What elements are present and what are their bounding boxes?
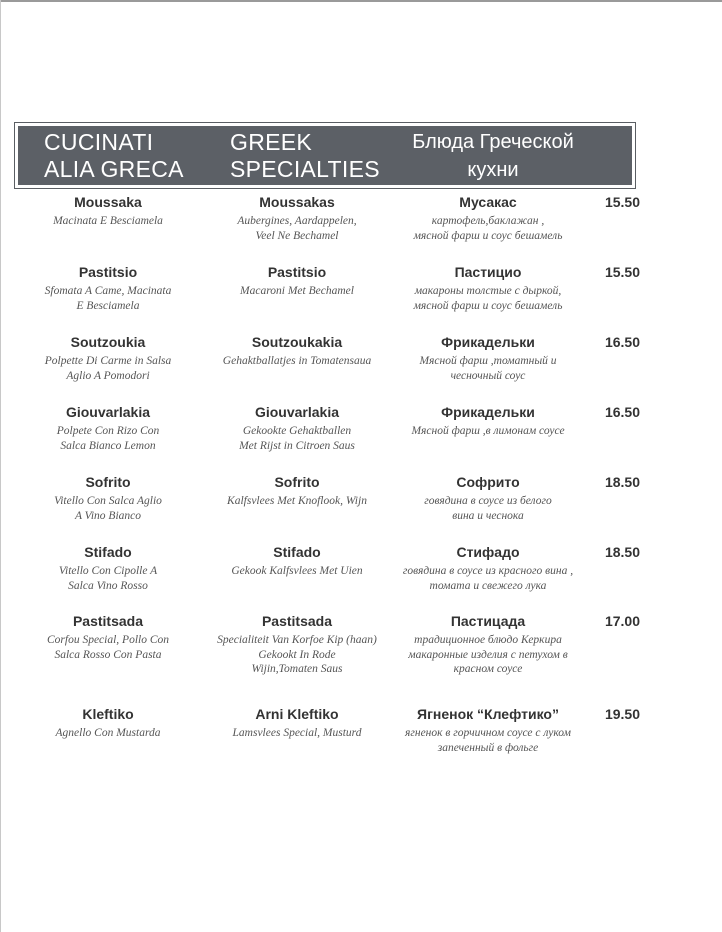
dish-description [212, 726, 382, 741]
dish-name: Moussakas [259, 194, 335, 210]
header-russian-line: кухни [467, 158, 519, 181]
dish-name: Фрикадельки [441, 334, 535, 350]
dish-description-line: Polpete Con Rizo Con [56, 425, 160, 437]
dish-italian [28, 194, 188, 229]
dish-name: Sofrito [85, 474, 131, 490]
dish-description [28, 726, 188, 741]
dish-description-line: Corfou Special, Pollo Con [46, 634, 170, 646]
dish-russian [392, 334, 584, 383]
dish-description [392, 284, 584, 313]
dish-price: 18.50 [604, 474, 640, 490]
top-border [0, 0, 722, 2]
dish-name: Kleftiko [82, 706, 134, 722]
dish-price: 19.50 [604, 706, 640, 722]
dish-description [392, 424, 584, 439]
dish-description [28, 214, 188, 229]
dish-description-line: Polpette Di Carme in Salsa [44, 355, 172, 367]
dish-price: 17.00 [604, 613, 640, 629]
dish-description-line: чесночный соус [450, 369, 526, 382]
dish-description [212, 284, 382, 299]
dish-price: 18.50 [604, 544, 640, 560]
dish-russian [392, 706, 584, 755]
dish-russian [392, 613, 584, 677]
dish-name: Arni Kleftiko [255, 706, 339, 722]
header-english-line: GREEK [230, 128, 313, 155]
dish-italian [28, 404, 188, 453]
dish-price: 15.50 [604, 194, 640, 210]
dish-description-line: Salca Bianco Lemon [60, 439, 156, 452]
menu-header [14, 122, 636, 189]
dish-description-line: томата и свежего лука [429, 579, 547, 592]
dish-description [212, 494, 382, 509]
dish-description [392, 564, 584, 593]
dish-price: 16.50 [604, 334, 640, 350]
header-russian [393, 126, 593, 185]
dish-english [212, 474, 382, 509]
dish-price: 15.50 [604, 264, 640, 280]
dish-english [212, 404, 382, 453]
dish-description-line: традиционное блюдо Керкира [414, 634, 562, 646]
header-italian-line: ALIA GRECA [44, 155, 184, 182]
dish-english [212, 544, 382, 579]
dish-description-line: Kalfsvlees Met Knoflook, Wijn [227, 495, 367, 507]
dish-description [212, 633, 382, 677]
dish-name: Stifado [273, 544, 321, 560]
dish-description-line: запеченный в фольге [437, 741, 539, 754]
dish-description-line: вина и чеснока [452, 509, 524, 522]
dish-description [392, 494, 584, 523]
header-italian [44, 126, 204, 185]
dish-description-line: A Vino Bianco [74, 509, 141, 522]
dish-description [212, 354, 382, 369]
dish-description-line: мясной фарш и соус бешамель [413, 229, 563, 242]
dish-description-line: Aubergines, Aardappelen, [237, 215, 357, 227]
dish-description-line: Wijin,Tomaten Saus [251, 663, 343, 675]
dish-description [28, 354, 188, 383]
dish-italian [28, 264, 188, 313]
dish-name: Мусакас [459, 194, 517, 210]
dish-description-line: говядина в соусе из красного вина , [402, 565, 574, 577]
dish-italian [28, 613, 188, 662]
dish-description [28, 494, 188, 523]
dish-description-line: макаронные изделия с петухом в [408, 648, 568, 661]
header-italian-line: CUCINATI [44, 128, 154, 155]
dish-description-line: Veel Ne Bechamel [255, 229, 339, 242]
dish-name: Pastitsada [261, 613, 333, 629]
dish-name: Soutzoukakia [251, 334, 343, 350]
dish-description [28, 284, 188, 313]
dish-english [212, 194, 382, 243]
dish-name: Moussaka [74, 194, 142, 210]
dish-name: Soutzoukia [70, 334, 146, 350]
dish-description-line: Gekookte Gehaktballen [242, 425, 352, 437]
header-english [230, 126, 390, 185]
dish-name: Пастицио [454, 264, 522, 280]
dish-description-line: мясной фарш и соус бешамель [413, 299, 563, 312]
dish-description-line: Gehaktballatjes in Tomatensaua [222, 355, 372, 367]
dish-description-line: Gekook Kalfsvlees Met Uien [231, 565, 363, 577]
dish-russian [392, 544, 584, 593]
dish-description [28, 424, 188, 453]
dish-description-line: говядина в соусе из белого [424, 495, 552, 507]
dish-description-line: E Besciamela [76, 299, 140, 312]
dish-description [212, 214, 382, 243]
header-english-line: SPECIALTIES [230, 155, 380, 182]
dish-english [212, 264, 382, 299]
dish-description [28, 564, 188, 593]
dish-italian [28, 334, 188, 383]
dish-description-line: Vitello Con Salca Aglio [54, 495, 162, 507]
dish-description [392, 354, 584, 383]
dish-italian [28, 544, 188, 593]
dish-name: Stifado [84, 544, 132, 560]
dish-english [212, 334, 382, 369]
dish-description-line: Lamsvlees Special, Musturd [232, 727, 362, 739]
dish-description-line: Aglio A Pomodori [66, 369, 150, 382]
dish-description [392, 633, 584, 677]
dish-description [28, 633, 188, 662]
dish-description-line: Salca Rosso Con Pasta [54, 648, 162, 661]
dish-russian [392, 404, 584, 439]
dish-description [392, 726, 584, 755]
dish-name: Фрикадельки [441, 404, 535, 420]
dish-description-line: красном соусе [453, 663, 523, 675]
dish-russian [392, 194, 584, 243]
dish-english [212, 613, 382, 677]
dish-description-line: картофель,баклажан , [431, 215, 545, 227]
header-russian-line: Блюда Греческой [412, 130, 574, 153]
dish-russian [392, 474, 584, 523]
dish-name: Sofrito [274, 474, 320, 490]
dish-description-line: Macaroni Met Bechamel [240, 285, 354, 297]
dish-name: Pastitsio [78, 264, 138, 280]
dish-description-line: Salca Vino Rosso [68, 579, 148, 592]
dish-russian [392, 264, 584, 313]
dish-description-line: Specialiteit Van Korfoe Kip (haan) [217, 634, 377, 646]
dish-description-line: Vitello Con Cipolle A [58, 565, 158, 577]
dish-name: Софрито [456, 474, 520, 490]
dish-description-line: ягненок в горчичном соусе с луком [405, 727, 571, 739]
dish-description-line: Met Rijst in Citroen Saus [239, 439, 355, 452]
dish-italian [28, 474, 188, 523]
dish-description-line: Macinata E Besciamela [53, 215, 163, 227]
dish-name: Ягненок “Клефтико” [417, 706, 559, 722]
dish-description [212, 424, 382, 453]
dish-description-line: Agnello Con Mustarda [55, 727, 161, 739]
dish-name: Стифадо [456, 544, 520, 560]
dish-name: Пастицада [450, 613, 526, 629]
left-border [0, 0, 1, 932]
dish-italian [28, 706, 188, 741]
dish-english [212, 706, 382, 741]
dish-price: 16.50 [604, 404, 640, 420]
dish-description-line: макароны толстые с дыркой, [414, 285, 562, 297]
menu-header-bar [18, 126, 632, 185]
dish-name: Giouvarlakia [65, 404, 151, 420]
dish-description-line: Sfomata A Came, Macinata [44, 285, 172, 297]
dish-description-line: Мясной фарш ,в лимонам соусе [411, 425, 565, 437]
dish-name: Pastitsio [267, 264, 327, 280]
dish-description [392, 214, 584, 243]
dish-description [212, 564, 382, 579]
dish-description-line: Мясной фарш ,томатный и [419, 355, 557, 367]
dish-name: Pastitsada [72, 613, 144, 629]
dish-name: Giouvarlakia [254, 404, 340, 420]
dish-description-line: Gekookt In Rode [258, 648, 336, 661]
